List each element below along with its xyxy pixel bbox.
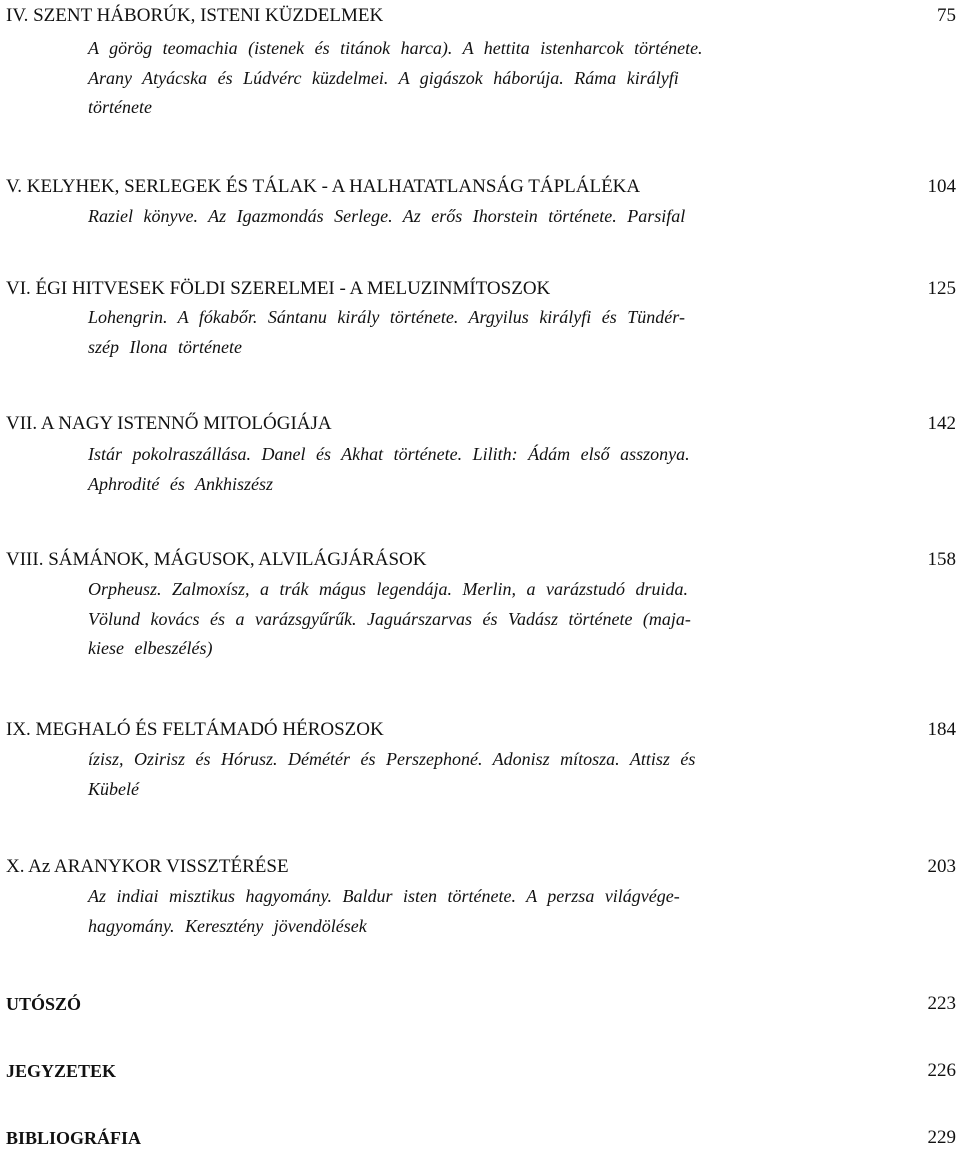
toc-entry-iv <box>0 4 960 124</box>
toc-title: VI. ÉGI HITVESEK FÖLDI SZERELMEI - A MELUZINMÍTOSZOK <box>6 278 551 299</box>
toc-title: X. Az ARANYKOR VISSZTÉRÉSE <box>6 856 289 877</box>
toc-entry-v <box>0 175 960 245</box>
toc-page-number: 75 <box>937 5 956 26</box>
description-line: kiese elbeszélés) <box>88 638 213 658</box>
toc-title: VIII. SÁMÁNOK, MÁGUSOK, ALVILÁGJÁRÁSOK <box>6 549 427 570</box>
toc-description <box>88 303 852 362</box>
toc-entry-notes <box>0 1059 960 1085</box>
toc-entry-vi <box>0 277 960 367</box>
description-line: szép Ilona története <box>88 336 242 357</box>
toc-page-number: 223 <box>927 993 956 1014</box>
toc-entry-viii <box>0 548 960 668</box>
description-line: Istár pokolraszállása. Danel és Akhat története. Lilith: Ádám első asszonya. <box>88 444 690 464</box>
description-line: A görög teomachia (istenek és titánok harca). A hettita istenharcok története. <box>88 38 703 58</box>
description-line: Arany Atyácska és Lúdvérc küzdelmei. A gigászok háborúja. Ráma királyfi <box>88 67 679 88</box>
description-line: ízisz, Ozirisz és Hórusz. Démétér és Perszephoné. Adonisz mítosza. Attisz és <box>88 749 696 769</box>
description-line: Aphrodité és Ankhiszész <box>88 473 273 494</box>
toc-title: IX. MEGHALÓ ÉS FELTÁMADÓ HÉROSZOK <box>6 719 384 740</box>
toc-entry-ix <box>0 718 960 808</box>
toc-description <box>88 745 852 804</box>
toc-page-number: 125 <box>927 278 956 299</box>
toc-description <box>88 202 852 232</box>
toc-page-number: 184 <box>927 719 956 740</box>
description-line: története <box>88 97 152 117</box>
toc-description <box>88 882 852 941</box>
toc-entry-bibliography <box>0 1126 960 1150</box>
description-line: Orpheusz. Zalmoxísz, a trák mágus legendája. Merlin, a varázstudó druida. <box>88 579 688 599</box>
toc-entry-afterword <box>0 992 960 1018</box>
description-line: Raziel könyve. Az Igazmondás Serlege. Az erős Ihorstein története. Parsifal <box>88 206 686 226</box>
description-line: hagyomány. Keresztény jövendölések <box>88 915 367 936</box>
toc-page-number: 142 <box>927 413 956 434</box>
toc-title: IV. SZENT HÁBORÚK, ISTENI KÜZDELMEK <box>6 5 384 26</box>
toc-entry-x <box>0 855 960 945</box>
toc-page-number: 158 <box>927 549 956 570</box>
toc-description <box>88 440 852 499</box>
toc-page-number: 229 <box>927 1127 956 1148</box>
description-line: Völund kovács és a varázsgyűrűk. Jaguárszarvas és Vadász története (maja- <box>88 608 691 629</box>
toc-page-number: 203 <box>927 856 956 877</box>
description-line: Kübelé <box>88 778 139 799</box>
toc-page-number: 226 <box>927 1060 956 1081</box>
toc-title: BIBLIOGRÁFIA <box>6 1128 142 1148</box>
toc-description <box>88 575 852 664</box>
toc-description <box>88 34 852 123</box>
toc-title: V. KELYHEK, SERLEGEK ÉS TÁLAK - A HALHATATLANSÁG TÁPLÁLÉKA <box>6 176 641 197</box>
toc-title: UTÓSZÓ <box>6 994 82 1014</box>
description-line: Lohengrin. A fókabőr. Sántanu király története. Argyilus királyfi és Tündér- <box>88 307 685 327</box>
description-line: Az indiai misztikus hagyomány. Baldur isten története. A perzsa világvége- <box>88 886 680 906</box>
toc-entry-vii <box>0 412 960 502</box>
toc-title: JEGYZETEK <box>6 1061 117 1081</box>
toc-page-number: 104 <box>927 176 956 197</box>
toc-title: VII. A NAGY ISTENNŐ MITOLÓGIÁJA <box>6 413 332 434</box>
